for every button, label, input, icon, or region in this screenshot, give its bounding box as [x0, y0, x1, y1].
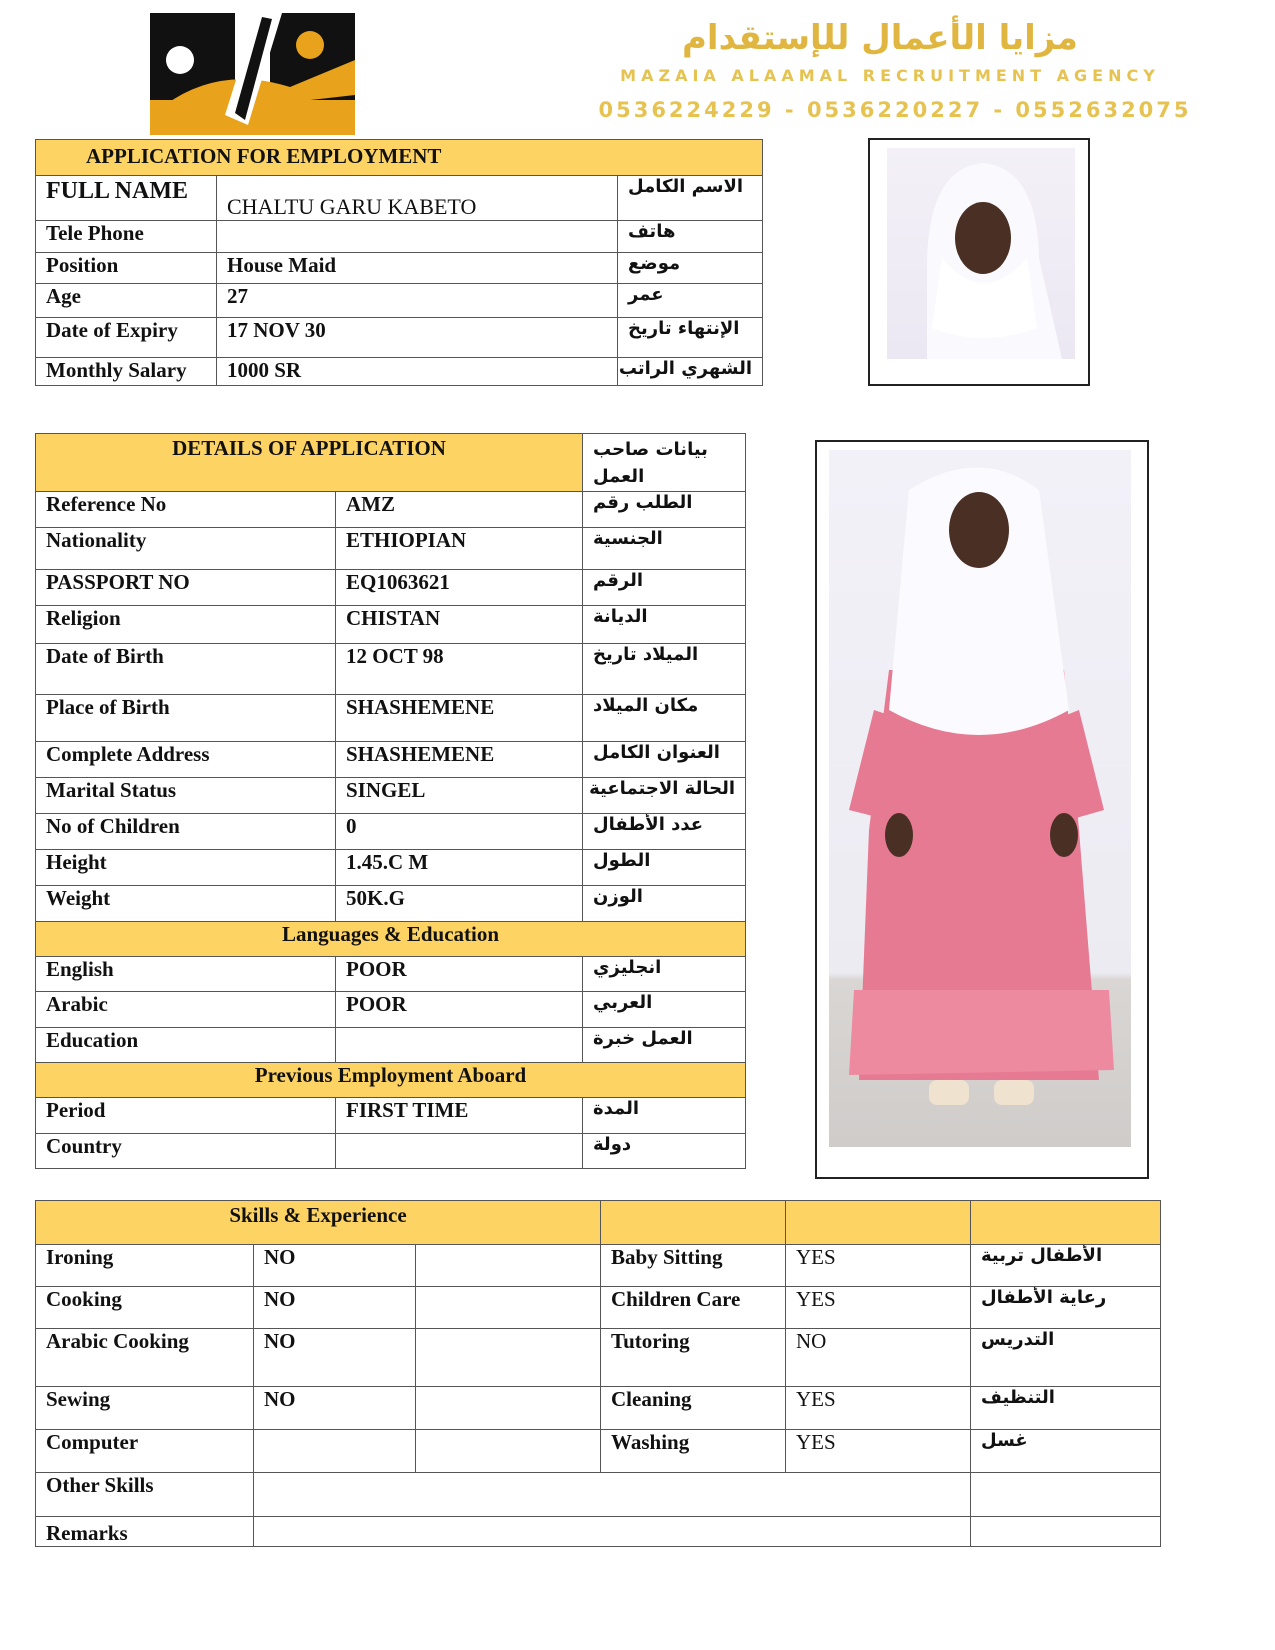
skill-cleaning-label: Cleaning	[601, 1387, 786, 1430]
nationality-arabic: الجنسية	[583, 528, 746, 570]
position-label: Position	[36, 253, 217, 284]
address-label: Complete Address	[36, 742, 336, 778]
application-table	[35, 139, 763, 386]
nationality-value: ETHIOPIAN	[336, 528, 583, 570]
nationality-label: Nationality	[36, 528, 336, 570]
telephone-value	[217, 221, 618, 253]
skill-babysitting-value: YES	[786, 1245, 971, 1287]
skill-cleaning-arabic: التنظيف	[971, 1387, 1161, 1430]
skill-washing-value: YES	[786, 1430, 971, 1473]
position-value: House Maid	[217, 253, 618, 284]
religion-arabic: الديانة	[583, 606, 746, 644]
address-value: SHASHEMENE	[336, 742, 583, 778]
period-value: FIRST TIME	[336, 1098, 583, 1134]
country-arabic: دولة	[583, 1134, 746, 1169]
arabic-value: POOR	[336, 992, 583, 1028]
children-value: 0	[336, 814, 583, 850]
passport-arabic: الرقم	[583, 570, 746, 606]
telephone-arabic: هاتف	[618, 221, 763, 253]
age-arabic: عمر	[618, 284, 763, 318]
skill-babysitting-arabic: الأطفال تربية	[971, 1245, 1161, 1287]
pob-value: SHASHEMENE	[336, 695, 583, 742]
position-arabic: موضع	[618, 253, 763, 284]
full-name-value: CHALTU GARU KABETO	[217, 176, 618, 221]
height-arabic: الطول	[583, 850, 746, 886]
arabic-label: Arabic	[36, 992, 336, 1028]
skill-washing-label: Washing	[601, 1430, 786, 1473]
pob-label: Place of Birth	[36, 695, 336, 742]
weight-label: Weight	[36, 886, 336, 922]
skill-babysitting-label: Baby Sitting	[601, 1245, 786, 1287]
expiry-value: 17 NOV 30	[217, 318, 618, 358]
education-value	[336, 1028, 583, 1063]
country-value	[336, 1134, 583, 1169]
skill-cleaning-value: YES	[786, 1387, 971, 1430]
dob-label: Date of Birth	[36, 644, 336, 695]
passport-value: EQ1063621	[336, 570, 583, 606]
address-arabic: العنوان الكامل	[583, 742, 746, 778]
reference-arabic: الطلب رقم	[583, 492, 746, 528]
agency-logo	[150, 5, 380, 135]
languages-title: Languages & Education	[36, 922, 746, 957]
skill-arabic-cooking-label: Arabic Cooking	[36, 1329, 254, 1387]
portrait-photo	[887, 148, 1075, 359]
skill-tutoring-arabic: التدريس	[971, 1329, 1161, 1387]
pob-arabic: مكان الميلاد	[583, 695, 746, 742]
details-title-arabic: بيانات صاحب العمل	[583, 434, 746, 492]
skill-childcare-label: Children Care	[601, 1287, 786, 1329]
english-value: POOR	[336, 957, 583, 992]
religion-value: CHISTAN	[336, 606, 583, 644]
skills-table	[35, 1200, 1161, 1547]
full-body-photo	[829, 450, 1131, 1147]
details-table	[35, 433, 746, 1169]
period-arabic: المدة	[583, 1098, 746, 1134]
passport-label: PASSPORT NO	[36, 570, 336, 606]
height-value: 1.45.C M	[336, 850, 583, 886]
skills-title: Skills & Experience	[36, 1201, 601, 1245]
telephone-label: Tele Phone	[36, 221, 217, 253]
skill-cooking-value: NO	[254, 1287, 416, 1329]
skill-ironing-value: NO	[254, 1245, 416, 1287]
marital-label: Marital Status	[36, 778, 336, 814]
children-arabic: عدد الأطفال	[583, 814, 746, 850]
full-name-label: FULL NAME	[36, 176, 217, 221]
arabic-arabic: العربي	[583, 992, 746, 1028]
english-label: English	[36, 957, 336, 992]
age-value: 27	[217, 284, 618, 318]
dob-arabic: الميلاد تاريخ	[583, 644, 746, 695]
education-label: Education	[36, 1028, 336, 1063]
weight-value: 50K.G	[336, 886, 583, 922]
salary-arabic: الشهري الراتب	[618, 358, 763, 386]
religion-label: Religion	[36, 606, 336, 644]
dob-value: 12 OCT 98	[336, 644, 583, 695]
agency-phones: 0536224229 - 0536220227 - 0552632075	[598, 98, 1192, 122]
children-label: No of Children	[36, 814, 336, 850]
age-label: Age	[36, 284, 217, 318]
application-title: APPLICATION FOR EMPLOYMENT	[36, 140, 763, 176]
skill-washing-arabic: غسل	[971, 1430, 1161, 1473]
education-arabic: العمل خبرة	[583, 1028, 746, 1063]
salary-label: Monthly Salary	[36, 358, 217, 386]
weight-arabic: الوزن	[583, 886, 746, 922]
other-skills-label: Other Skills	[36, 1473, 254, 1517]
english-arabic: انجليزي	[583, 957, 746, 992]
full-name-arabic: الاسم الكامل	[618, 176, 763, 221]
reference-value: AMZ	[336, 492, 583, 528]
marital-value: SINGEL	[336, 778, 583, 814]
skill-computer-value	[254, 1430, 416, 1473]
remarks-label: Remarks	[36, 1517, 254, 1547]
expiry-label: Date of Expiry	[36, 318, 217, 358]
skill-tutoring-value: NO	[786, 1329, 971, 1387]
skill-cooking-label: Cooking	[36, 1287, 254, 1329]
skill-childcare-value: YES	[786, 1287, 971, 1329]
skill-tutoring-label: Tutoring	[601, 1329, 786, 1387]
details-title: DETAILS OF APPLICATION	[36, 434, 583, 492]
salary-value: 1000 SR	[217, 358, 618, 386]
agency-name-english: MAZAIA ALAAMAL RECRUITMENT AGENCY	[620, 66, 1160, 85]
skill-sewing-value: NO	[254, 1387, 416, 1430]
skill-arabic-cooking-value: NO	[254, 1329, 416, 1387]
skill-childcare-arabic: رعاية الأطفال	[971, 1287, 1161, 1329]
skill-ironing-label: Ironing	[36, 1245, 254, 1287]
period-label: Period	[36, 1098, 336, 1134]
skill-computer-label: Computer	[36, 1430, 254, 1473]
reference-label: Reference No	[36, 492, 336, 528]
expiry-arabic: الإنتهاء تاريخ	[618, 318, 763, 358]
height-label: Height	[36, 850, 336, 886]
marital-arabic: الحالة الاجتماعية	[583, 778, 746, 814]
agency-name-arabic: مزايا الأعمال للإستقدام	[682, 18, 1078, 58]
skill-sewing-label: Sewing	[36, 1387, 254, 1430]
country-label: Country	[36, 1134, 336, 1169]
previous-employment-title: Previous Employment Aboard	[36, 1063, 746, 1098]
